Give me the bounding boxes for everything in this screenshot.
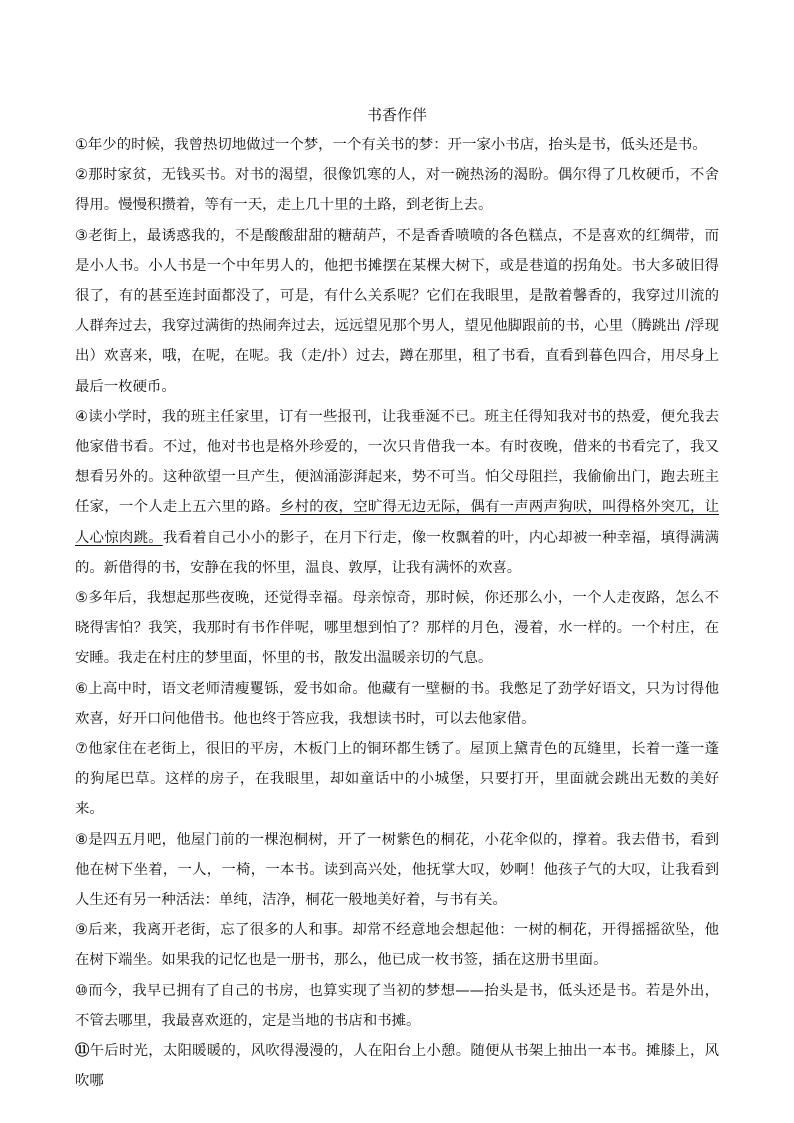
paragraph-number: ⑤ [75, 590, 89, 607]
paragraph-number: ① [75, 137, 88, 153]
paragraph-text: 午后时光，太阳暖暖的，风吹得漫漫的，人在阳台上小憩。随便从书架上抽出一本书。摊膝上，风吹哪 [75, 1043, 719, 1090]
paragraph-text: 老街上，最诱惑我的，不是酸酸甜甜的糖葫芦，不是香香喷喷的各色糕点，不是喜欢的红绸带，而是小人书。小人书是一个中年男人的，他把书摊摆在某棵大树下，或是巷道的拐角处。书大多破旧得很了，有的甚至连封面都没了，可是，有什么关系呢？它们在我眼里，是散着馨香的，我穿过川流的人群奔过去，我穿过满街的热闹奔过去，远远望见那个男人，望见他脚跟前的书，心里（腾跳出 /浮现出）欢喜来，哦，在呢，在呢。我（走/扑）过去，蹲在那里，租了书看，直看到暮色四合，用尽身上最后一枚硬币。 [75, 227, 719, 395]
paragraph-text: 而今，我早已拥有了自己的书房，也算实现了当初的梦想——抬头是书，低头还是书。若是外出，不管去哪里，我最喜欢逛的，定是当地的书店和书摊。 [75, 982, 719, 1029]
paragraph-number: ③ [75, 227, 89, 244]
paragraph-number: ⑥ [75, 680, 89, 697]
paragraph-9 [75, 915, 719, 975]
paragraph-text: 那时家贫，无钱买书。对书的渴望，很像饥寒的人，对一碗热汤的渴盼。偶尔得了几枚硬币，不舍得用。慢慢积攒着，等有一天，走上几十里的土路，到老街上去。 [75, 167, 719, 214]
paragraph-number: ⑨ [75, 922, 89, 939]
paragraph-text: 后来，我离开老街，忘了很多的人和事。却常不经意地会想起他：一树的桐花，开得摇摇欲坠，他在树下端坐。如果我的记忆也是一册书，那么，他已成一枚书签，插在这册书里面。 [75, 922, 719, 969]
paragraph-text: 我看着自己小小的影子，在月下行走，像一枚飘着的叶，内心却被一种幸福，填得满满的。新借得的书，安静在我的怀里，温良、敦厚，让我有满怀的欢喜。 [75, 529, 719, 576]
paragraph-number: ④ [75, 408, 89, 425]
paragraph-4 [75, 402, 719, 583]
document-title: 书香作伴 [366, 106, 427, 124]
paragraph-5 [75, 583, 719, 674]
paragraph-8 [75, 825, 719, 916]
paragraph-text: 年少的时候，我曾热切地做过一个梦，一个有关书的梦：开一家小书店，抬头是书，低头还是书。 [87, 137, 707, 153]
underlined-sentence: 乡村的夜，空旷得无边无际，偶有一声两声狗吠，叫得格外突兀，让人心惊肉跳。 [75, 499, 719, 546]
paragraph-2 [75, 160, 719, 220]
paragraph-6 [75, 674, 719, 734]
paragraph-text: 多年后，我想起那些夜晚，还觉得幸福。母亲惊奇，那时候，你还那么小，一个人走夜路，怎么不晓得害怕？我笑，我那时有书作伴呢，哪里想到怕了？那样的月色，漫着，水一样的。一个村庄，在安睡。我走在村庄的梦里面，怀里的书，散发出温暖亲切的气息。 [75, 590, 719, 667]
paragraph-text: 读小学时，我的班主任家里，订有一些报刊，让我垂涎不已。班主任得知我对书的热爱，便允我去他家借书看。不过，他对书也是格外珍爱的，一次只肯借我一本。有时夜晚，借来的书看完了，我又想看另外的。这种欲望一旦产生，便汹涌澎湃起来，势不可当。怕父母阻拦，我偷偷出门，跑去班主任家，一个人走上五六里的路。 [75, 408, 719, 516]
paragraph-text: 他家住在老街上，很旧的平房，木板门上的铜环都生锈了。屋顶上黛青色的瓦缝里，长着一蓬一蓬的狗尾巴草。这样的房子，在我眼里，却如童话中的小城堡，只要打开，里面就会跳出无数的美好来。 [75, 741, 719, 818]
paragraph-text: 上高中时，语文老师清瘦矍铄，爱书如命。他藏有一壁橱的书。我憋足了劲学好语文，只为讨得他欢喜，好开口问他借书。他也终于答应我，我想读书时，可以去他家借。 [75, 680, 719, 727]
paragraph-number: ⑧ [75, 831, 89, 848]
paragraph-number: ⑦ [75, 741, 89, 758]
paragraph-11 [75, 1036, 719, 1096]
paragraph-number: ② [75, 167, 89, 184]
document-page [75, 100, 719, 1097]
paragraph-1 [75, 130, 719, 160]
paragraph-number: ⑪ [75, 1043, 90, 1060]
paragraph-number: ⑩ [75, 982, 89, 999]
paragraph-3 [75, 221, 719, 402]
paragraph-7 [75, 734, 719, 825]
paragraph-10 [75, 976, 719, 1036]
paragraph-text: 是四五月吧，他屋门前的一棵泡桐树，开了一树紫色的桐花，小花伞似的，撑着。我去借书，看到他在树下坐着，一人，一椅，一本书。读到高兴处，他抚掌大叹，妙啊！他孩子气的大叹，让我看到人生还有另一种活法：单纯，洁净，桐花一般地美好着，与书有关。 [75, 831, 719, 909]
